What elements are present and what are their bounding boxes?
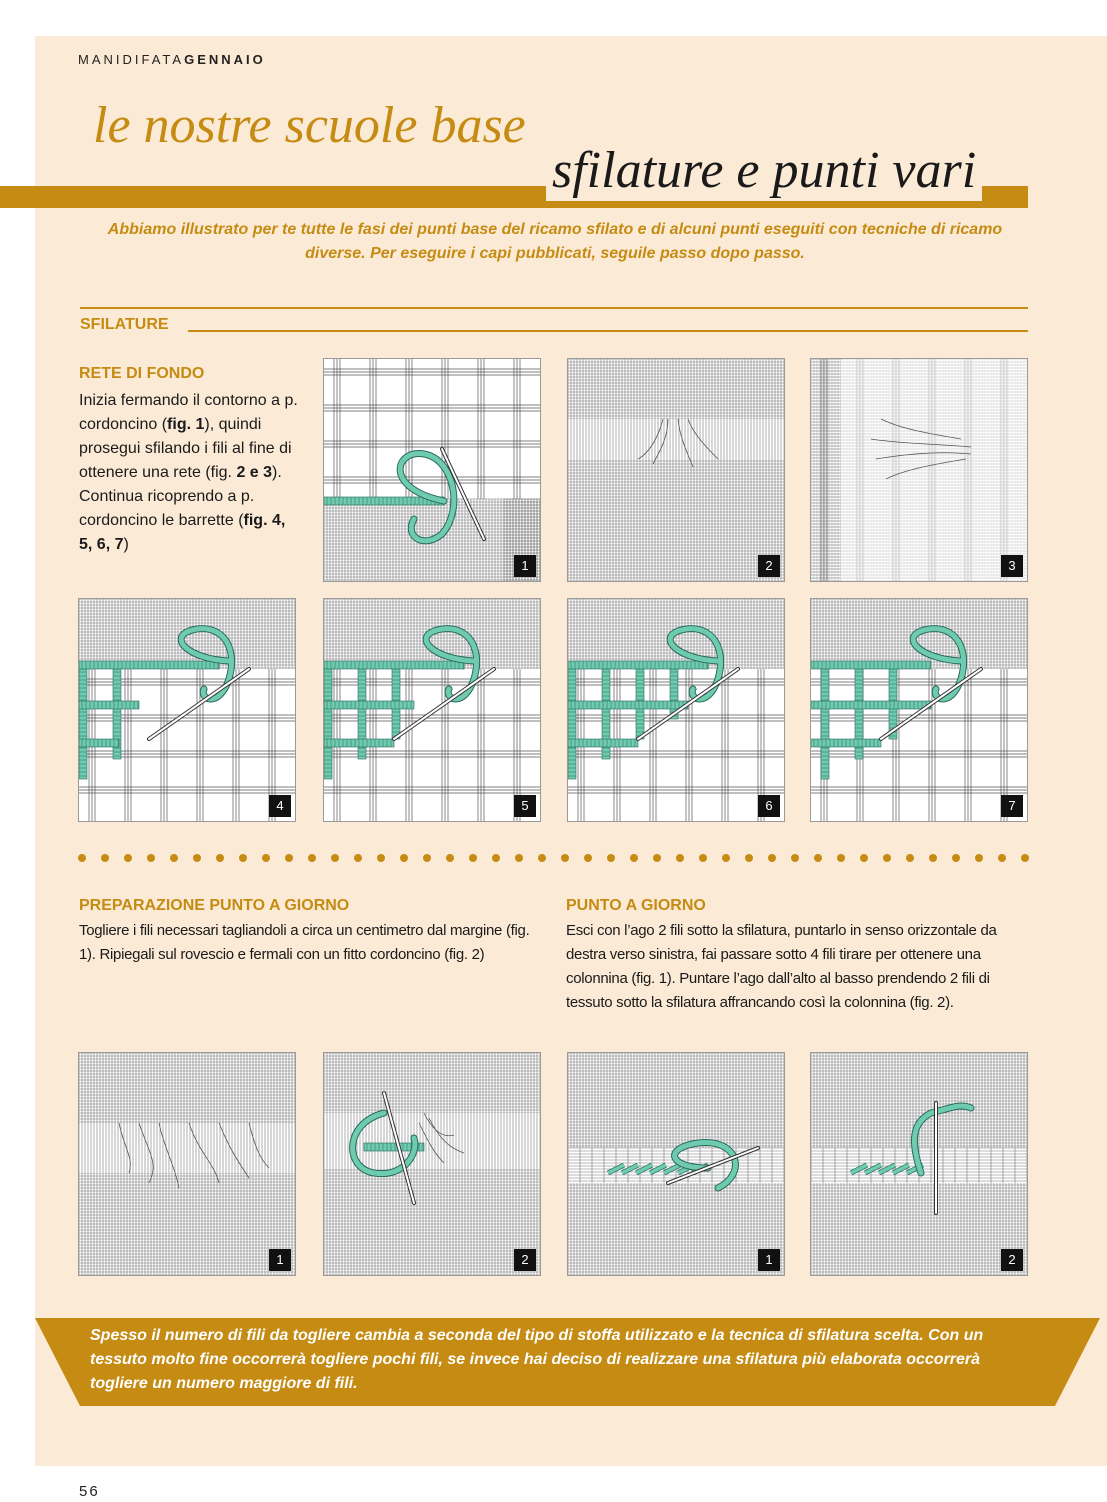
divider-dot	[124, 854, 132, 862]
figure-rete-3	[810, 358, 1028, 582]
divider-dot	[699, 854, 707, 862]
divider-dot	[607, 854, 615, 862]
figure-number: 3	[1001, 555, 1023, 577]
divider-dot	[78, 854, 86, 862]
title-line-2: sfilature e punti vari	[546, 141, 982, 201]
divider-dot	[883, 854, 891, 862]
giorno-text: Esci con l’ago 2 fili sotto la sfilatura, puntarlo in senso orizzontale da destra verso sinistra, fai passare sotto 4 fili tirare per ottenere una colonnina (fig. 1). Puntare l’ago dall’alto al basso prendendo 2 fili di tessuto sotto la sfilatura affrancando così la colonnina (fig. 2).	[566, 922, 997, 1011]
giorno-heading: PUNTO A GIORNO	[566, 897, 706, 914]
prep-heading: PREPARAZIONE PUNTO A GIORNO	[79, 897, 350, 914]
divider-dot	[676, 854, 684, 862]
figure-rete-1	[323, 358, 541, 582]
divider-dot	[745, 854, 753, 862]
divider-dot	[630, 854, 638, 862]
divider-dot	[377, 854, 385, 862]
divider-dot	[101, 854, 109, 862]
figure-rete-5	[323, 598, 541, 822]
figure-rete-2	[567, 358, 785, 582]
figure-rete-7	[810, 598, 1028, 822]
fabric-illustration	[568, 359, 785, 582]
divider-dot	[170, 854, 178, 862]
rete-heading: RETE DI FONDO	[79, 365, 205, 382]
section-rule-label	[188, 330, 1028, 332]
divider-dot	[860, 854, 868, 862]
divider-dot	[814, 854, 822, 862]
divider-dot	[285, 854, 293, 862]
title-line-1: le nostre scuole base	[93, 97, 526, 154]
fabric-illustration	[324, 599, 541, 822]
fabric-illustration	[811, 1053, 1028, 1276]
fabric-illustration	[324, 1053, 541, 1276]
divider-dot	[262, 854, 270, 862]
intro-paragraph: Abbiamo illustrato per te tutte le fasi dei punti base del ricamo sfilato e di alcuni punti eseguiti con tecniche di ricamo diverse. Per eseguire i capi pubblicati, seguile passo dopo passo.	[107, 221, 1003, 262]
divider-dot	[538, 854, 546, 862]
figure-giorno-2	[810, 1052, 1028, 1276]
divider-dot	[791, 854, 799, 862]
divider-dot	[193, 854, 201, 862]
divider-dot	[423, 854, 431, 862]
divider-dot	[492, 854, 500, 862]
fabric-illustration	[79, 599, 296, 822]
divider-dot	[906, 854, 914, 862]
figure-prep-1	[78, 1052, 296, 1276]
divider-dot	[515, 854, 523, 862]
figure-giorno-1	[567, 1052, 785, 1276]
magazine-name: MANIDIFATA	[78, 52, 185, 67]
page-number: 56	[79, 1483, 100, 1500]
fabric-illustration	[811, 359, 1028, 582]
figure-number: 4	[269, 795, 291, 817]
divider-dot	[446, 854, 454, 862]
section-label: SFILATURE	[80, 316, 169, 333]
figure-number: 5	[514, 795, 536, 817]
figure-number: 7	[1001, 795, 1023, 817]
divider-dot	[722, 854, 730, 862]
fabric-illustration	[568, 599, 785, 822]
fabric-illustration	[79, 1053, 296, 1276]
dotted-divider	[78, 850, 1030, 866]
fabric-illustration	[324, 359, 541, 582]
note-text: Spesso il numero di fili da togliere cambia a seconda del tipo di stoffa utilizzato e la tecnica di sfilatura scelta. Con un tessuto molto fine occorrerà togliere pochi fili, se invece hai deciso di realizzare una sfilatura più elaborata occorrerà togliere un numero maggiore di fili.	[90, 1327, 984, 1392]
divider-dot	[561, 854, 569, 862]
fabric-illustration	[568, 1053, 785, 1276]
divider-dot	[584, 854, 592, 862]
figure-rete-6	[567, 598, 785, 822]
divider-dot	[952, 854, 960, 862]
divider-dot	[929, 854, 937, 862]
divider-dot	[1021, 854, 1029, 862]
divider-dot	[216, 854, 224, 862]
figure-number: 2	[514, 1249, 536, 1271]
divider-dot	[469, 854, 477, 862]
figure-prep-2	[323, 1052, 541, 1276]
divider-dot	[331, 854, 339, 862]
divider-dot	[354, 854, 362, 862]
rete-text: Inizia fermando il contorno a p. cordoncino (fig. 1), quindi prosegui sfilando i fili al fine di ottenere una rete (fig. 2 e 3). Continua ricoprendo a p. cordoncino le barrette (fig. 4, 5, 6, 7)	[79, 392, 298, 553]
issue-name: GENNAIO	[184, 52, 266, 67]
prep-text: Togliere i fili necessari tagliandoli a circa un centimetro dal margine (fig. 1). Ripiegali sul rovescio e fermali con un fitto cordoncino (fig. 2)	[79, 922, 530, 963]
figure-number: 6	[758, 795, 780, 817]
figure-number: 1	[514, 555, 536, 577]
figure-number: 1	[269, 1249, 291, 1271]
divider-dot	[653, 854, 661, 862]
divider-dot	[768, 854, 776, 862]
magazine-header	[78, 52, 266, 67]
divider-dot	[147, 854, 155, 862]
divider-dot	[239, 854, 247, 862]
divider-dot	[308, 854, 316, 862]
figure-number: 1	[758, 1249, 780, 1271]
divider-dot	[837, 854, 845, 862]
fabric-illustration	[811, 599, 1028, 822]
divider-dot	[400, 854, 408, 862]
divider-dot	[975, 854, 983, 862]
section-rule-top	[80, 307, 1028, 309]
figure-number: 2	[1001, 1249, 1023, 1271]
figure-rete-4	[78, 598, 296, 822]
figure-number: 2	[758, 555, 780, 577]
divider-dot	[998, 854, 1006, 862]
